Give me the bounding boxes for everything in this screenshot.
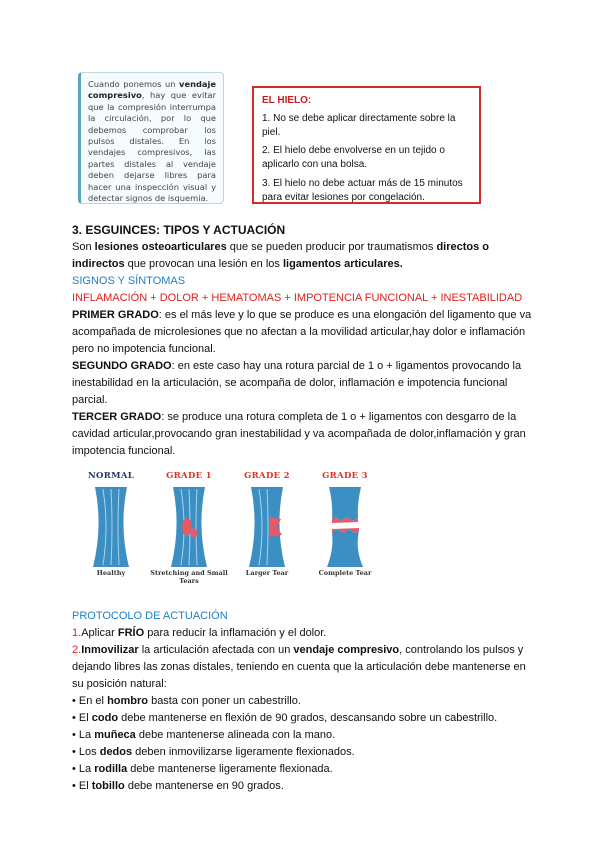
grade-text: : en este caso hay una rotura parcial de 1 o + ligamentos provocando la inestabilidad en la articulación, se acompaña de dolor, inflamación e impotencia funcional parcial. <box>72 360 522 406</box>
step-bold: Inmovilizar <box>81 644 139 656</box>
bullet: • <box>72 780 76 792</box>
section-title: 3. ESGUINCES: TIPOS Y ACTUACIÓN <box>72 223 286 237</box>
ligament-grade-3 <box>306 468 384 577</box>
plus-sign: + <box>281 292 294 304</box>
grade-text: : se produce una rotura completa de 1 o + ligamentos con desgarro de la cavidad articular,provocando gran inestabilidad y va acompañada de dolor,inflamación y gran impotencia funcional. <box>72 411 526 457</box>
ice-title: EL HIELO: <box>262 95 312 106</box>
step-number: 2. <box>72 644 82 656</box>
note-bold: vendaje compresivo <box>88 79 216 101</box>
sign-item: INFLAMACIÓN <box>72 292 148 304</box>
grade-paragraph <box>72 409 532 460</box>
step-number: 1. <box>72 627 82 639</box>
sprain-grades-figure <box>72 468 532 608</box>
list-item: • En el hombro basta con poner un cabestrillo. <box>72 695 301 707</box>
step-text: para reducir la inflamación y el dolor. <box>144 627 327 639</box>
grade-text: : es el más leve y lo que se produce es una elongación del ligamento que va acompañada de microlesiones que no afectan a la movilidad articular,hay dolor e inflamación pero no impotencia funcional. <box>72 309 532 355</box>
bullet: • <box>72 746 76 758</box>
bandage-note-box <box>78 72 224 204</box>
ice-warning-box <box>252 86 481 204</box>
grade-paragraph <box>72 358 532 409</box>
figure-caption: Healthy <box>96 569 126 577</box>
step-text: Aplicar <box>81 627 118 639</box>
list-item: • El tobillo debe mantenerse en 90 grados. <box>72 780 284 792</box>
figure-caption: Complete Tear <box>318 569 372 577</box>
list-item: • La rodilla debe mantenerse ligeramente flexionada. <box>72 763 333 775</box>
list-item: • Los dedos deben inmovilizarse ligeramente flexionados. <box>72 746 355 758</box>
note-text-1: Cuando ponemos un <box>88 79 180 89</box>
sign-item: IMPOTENCIA FUNCIONAL <box>293 292 428 304</box>
sign-item: INESTABILIDAD <box>440 292 523 304</box>
ligament-grade-1 <box>150 468 228 585</box>
grade-name: PRIMER GRADO <box>72 309 159 321</box>
grade-name: TERCER GRADO <box>72 411 162 423</box>
grade-paragraph <box>72 307 532 358</box>
sign-item: HEMATOMAS <box>211 292 282 304</box>
ice-item: 3. El hielo no debe actuar más de 15 minutos para evitar lesiones por congelación. <box>262 177 463 203</box>
bullet: • <box>72 712 76 724</box>
intro-bold: ligamentos articulares. <box>282 258 403 270</box>
bullet: • <box>72 729 76 741</box>
protocol-step-2 <box>72 642 532 693</box>
bullet: • <box>72 695 76 707</box>
figure-label: GRADE 1 <box>166 471 212 481</box>
figure-label: GRADE 2 <box>244 471 290 481</box>
sign-item: DOLOR <box>159 292 199 304</box>
ice-item: 1. No se debe aplicar directamente sobre la piel. <box>262 112 456 138</box>
figure-caption: Larger Tear <box>245 569 289 577</box>
signs-title: SIGNOS Y SÍNTOMAS <box>72 275 186 287</box>
bullet: • <box>72 763 76 775</box>
step-text: la articulación afectada con un <box>138 644 294 656</box>
ligament-grade-1-image <box>169 487 209 567</box>
ligament-normal-image <box>91 487 131 567</box>
intro-bold: directos o indirectos <box>72 241 490 270</box>
plus-sign: + <box>147 292 160 304</box>
intro-text: que se pueden producir por traumatismos <box>226 241 437 253</box>
ice-item: 2. El hielo debe envolverse en un tejido o aplicarlo con una bolsa. <box>262 145 445 171</box>
ligament-grade-2 <box>228 468 306 577</box>
intro-text: que provocan una lesión en los <box>124 258 283 270</box>
ligament-grade-3-image <box>325 487 365 567</box>
plus-sign: + <box>427 292 441 304</box>
signs-list <box>72 290 532 307</box>
ligament-normal <box>72 468 150 577</box>
intro-bold: lesiones osteoarticulares <box>94 241 227 253</box>
intro-text: Son <box>72 241 95 253</box>
main-content <box>72 222 532 795</box>
figure-caption: Stretching and Small Tears <box>150 569 228 585</box>
protocol-step-1 <box>72 625 532 642</box>
step-text: , controlando los pulsos y dejando libres las zonas distales, teniendo en cuenta que la articulación debe mantenerse en su posición natural: <box>72 644 526 690</box>
figure-label: NORMAL <box>87 471 135 481</box>
figure-label: GRADE 3 <box>322 471 368 481</box>
protocol-title: PROTOCOLO DE ACTUACIÓN <box>72 610 228 622</box>
intro-paragraph <box>72 239 532 273</box>
ligament-grade-2-image <box>247 487 287 567</box>
note-text-2: , hay que evitar que la compresión interrumpa la circulación, por lo que debemos comprobar los pulsos distales. En los vendajes compresivos, las partes distales al vendaje deben dejarse libres para hacer una inspección visual y detectar signos de isquemia. <box>88 90 216 204</box>
list-item: • La muñeca debe mantenerse alineada con la mano. <box>72 729 336 741</box>
grade-name: SEGUNDO GRADO <box>72 360 172 372</box>
list-item: • El codo debe mantenerse en flexión de 90 grados, descansando sobre un cabestrillo. <box>72 712 498 724</box>
step-bold: FRÍO <box>117 627 145 639</box>
plus-sign: + <box>198 292 212 304</box>
step-bold: vendaje compresivo <box>293 644 400 656</box>
